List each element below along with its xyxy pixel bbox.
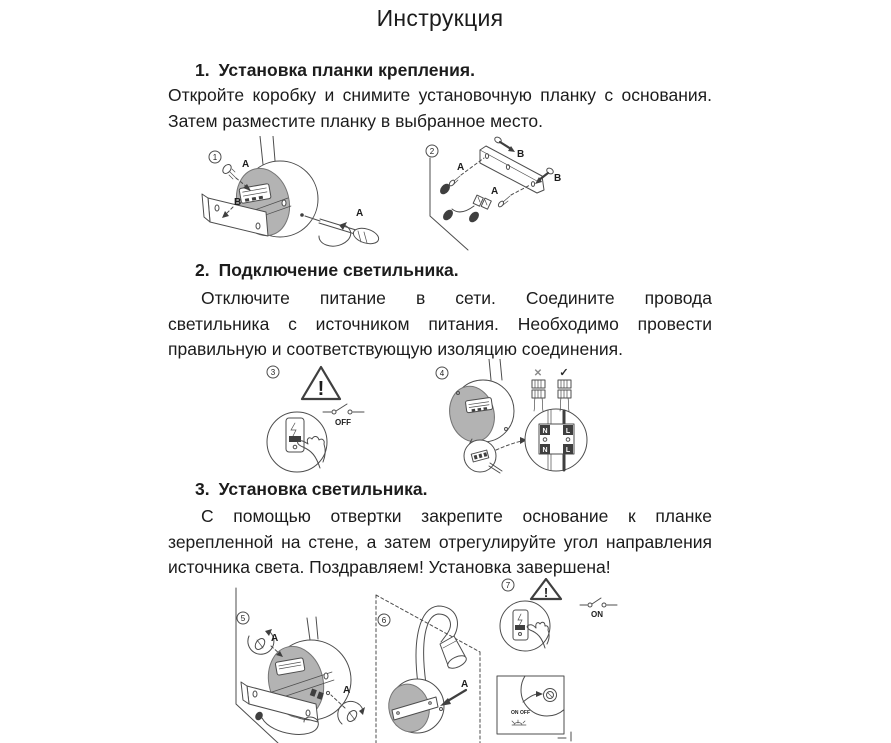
- section-1-body: [168, 83, 712, 134]
- section-3-body: [168, 504, 712, 581]
- section-2-heading: [195, 259, 712, 281]
- detail-arrow: [496, 437, 527, 450]
- warning-triangle-icon: [531, 579, 561, 600]
- svg-text:A: A: [343, 685, 351, 696]
- figure-2-number-badge: [426, 145, 438, 157]
- svg-text:4: 4: [439, 369, 445, 378]
- section-1-title: Установка планки крепления.: [218, 60, 475, 80]
- terminal-detail-circle: [525, 409, 587, 471]
- section-2-title: Подключение светильника.: [218, 260, 459, 280]
- figure-1-number-badge: [209, 151, 221, 163]
- svg-text:!: !: [317, 378, 325, 400]
- document-title: Инструкция: [376, 5, 504, 31]
- figure-7-number-badge: [502, 579, 514, 591]
- body-line: правильную и соответствующую изоляцию соединения.: [168, 339, 623, 359]
- figure-6-assembled-lamp: [368, 580, 490, 743]
- lamp-base-icon: [384, 679, 444, 736]
- svg-text:N: N: [542, 447, 548, 454]
- wrong-connector-icon: [532, 368, 545, 411]
- svg-text:A: A: [457, 162, 465, 173]
- figure-4-number-badge: [436, 367, 448, 379]
- svg-text:A: A: [491, 186, 499, 197]
- anchor-a1-callout: [438, 158, 484, 196]
- body-line: С помощью отвертки закрепите основание к планке: [201, 506, 712, 526]
- section-3-number: 3.: [195, 479, 210, 499]
- breaker-hand-icon: [267, 412, 327, 472]
- svg-text:ON: ON: [511, 710, 519, 716]
- warning-triangle-icon: [302, 367, 340, 400]
- svg-text:A: A: [271, 633, 279, 644]
- svg-text:A: A: [356, 208, 364, 219]
- figure-6-number-badge: [378, 614, 390, 626]
- figure-1-remove-bracket: [198, 136, 393, 254]
- section-1-number: 1.: [195, 60, 210, 80]
- figure-3-number-badge: [267, 366, 279, 378]
- power-button-detail-box: [497, 664, 573, 734]
- svg-text:B: B: [517, 149, 525, 160]
- switch-on-symbol: [580, 598, 617, 619]
- figure-5-fix-base: [214, 582, 376, 743]
- body-line: Откройте коробку и снимите установочную планку с основания.: [168, 85, 712, 105]
- body-line: Отключите питание в сети. Соедините провода: [201, 288, 712, 308]
- svg-text:N: N: [542, 428, 548, 435]
- svg-text:A: A: [461, 679, 469, 690]
- wire-connector-icon: [452, 195, 491, 212]
- body-line: источника света. Поздравляем! Установка завершена!: [168, 557, 611, 577]
- svg-text:✓: ✓: [559, 367, 569, 379]
- svg-text:✕: ✕: [533, 368, 543, 379]
- switch-off-symbol: [323, 404, 364, 427]
- svg-text:B: B: [554, 173, 562, 184]
- svg-text:1: 1: [212, 153, 218, 162]
- svg-text:OFF: OFF: [520, 710, 530, 716]
- section-3-title: Установка светильника.: [218, 479, 428, 499]
- screwdriver-icon: [305, 208, 380, 246]
- body-line: светильника с источником питания. Необходимо провести: [168, 313, 712, 334]
- body-line: зерепленной на стене, а затем отрегулируйте угол направления: [168, 531, 712, 552]
- svg-text:!: !: [543, 585, 549, 600]
- section-2-body: [168, 286, 712, 363]
- section-2-number: 2.: [195, 260, 210, 280]
- svg-text:ON: ON: [591, 610, 603, 619]
- svg-text:L: L: [565, 447, 571, 454]
- section-3-heading: [195, 478, 712, 500]
- svg-text:OFF: OFF: [335, 418, 351, 427]
- gooseneck-arm-icon: [416, 606, 468, 684]
- figure-5-number-badge: [237, 612, 249, 624]
- svg-text:7: 7: [505, 581, 511, 590]
- mounting-bracket-icon: [480, 146, 544, 193]
- connector-detail-circle: [464, 440, 502, 473]
- breaker-hand-icon: [500, 601, 550, 651]
- correct-connector-icon: [558, 367, 571, 411]
- direction-arrow-a: [440, 679, 468, 706]
- svg-text:5: 5: [240, 614, 246, 623]
- svg-text:L: L: [565, 428, 571, 435]
- svg-text:B: B: [234, 197, 242, 208]
- figure-4-wire-connection: [428, 359, 595, 481]
- svg-text:A: A: [242, 159, 250, 170]
- figure-2-fix-bracket-to-wall: [420, 136, 605, 254]
- svg-text:3: 3: [270, 368, 276, 377]
- body-line: Затем разместите планку в выбранное место.: [168, 110, 544, 131]
- svg-text:2: 2: [429, 147, 435, 156]
- figure-3-power-off: [252, 362, 427, 478]
- figure-7-power-on: [487, 578, 637, 743]
- svg-text:6: 6: [381, 616, 387, 625]
- section-1-heading: [195, 59, 712, 81]
